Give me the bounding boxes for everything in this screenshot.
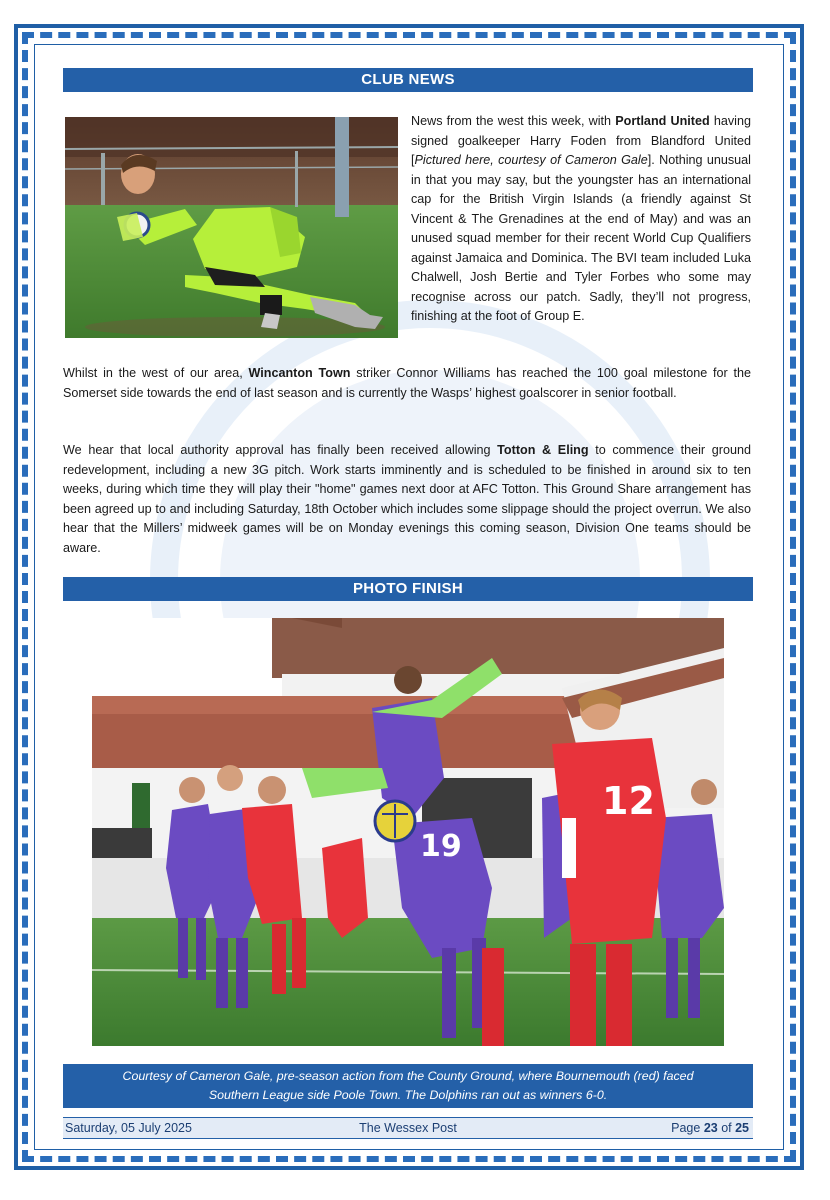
article-paragraph-totton: We hear that local authority approval has finally been received allowing Totton & Eling to commence their ground redevelopment, including a new 3G pitch. Work starts imminently and is scheduled to be finished in around six to ten weeks, during which time they will play their "home" games next door at AFC Totton. This Ground Share arrangement has been agreed up to and including Saturday, 18th October which includes some slippage should the project overrun. We also hear that the Millers’ midweek games will be on Monday evenings this coming season, Division One teams should be aware.	[63, 443, 751, 555]
club-name-totton-eling: Totton & Eling	[497, 443, 589, 457]
page-footer	[63, 1117, 753, 1139]
footer-publication: The Wessex Post	[359, 1121, 457, 1135]
photo-caption	[63, 1064, 753, 1108]
caption-line-2: Southern League side Poole Town. The Dolphins ran out as winners 6-0.	[208, 1088, 608, 1102]
article-paragraph-wincanton: Whilst in the west of our area, Wincanton Town striker Connor Williams has reached the 100 goal milestone for the Somerset side towards the end of last season and is currently the Wasps’ highest goalscorer in senior football.	[63, 366, 752, 400]
club-name-wincanton-town: Wincanton Town	[248, 366, 351, 380]
club-name-portland-united: Portland United	[615, 114, 710, 128]
caption-line-1: Courtesy of Cameron Gale, pre-season action from the County Ground, where Bournemouth (red) faced	[122, 1069, 694, 1083]
match-action-photo	[92, 618, 724, 1046]
footer-date: Saturday, 05 July 2025	[65, 1121, 192, 1135]
footer-page-number: Page 23 of 25	[671, 1121, 749, 1135]
photo-credit-inline: Pictured here, courtesy of Cameron Gale	[414, 153, 648, 167]
goalkeeper-photo	[65, 117, 398, 338]
section-heading-club-news: CLUB NEWS	[63, 68, 753, 92]
article-paragraph-portland: News from the west this week, with Portland United having signed goalkeeper Harry Foden from Blandford United [Pictured here, courtesy of Cameron Gale]. Nothing unusual in that you may say, but the youngster has an international cap for the British Virgin Islands (a friendly against St Vincent & The Grenadines at the end of May) and was an unused squad member for their recent World Cup Qualifiers against Jamaica and Dominica. The BVI team included Luka Chalwell, Josh Bertie and Tyler Forbes who some may recognise across our patch. Sadly, they’ll not progress, finishing at the foot of Group E.	[411, 114, 751, 323]
section-heading-photo-finish: PHOTO FINISH	[63, 577, 753, 601]
shirt-number-red: 12	[602, 779, 655, 823]
shirt-number-purple: 19	[420, 829, 462, 864]
